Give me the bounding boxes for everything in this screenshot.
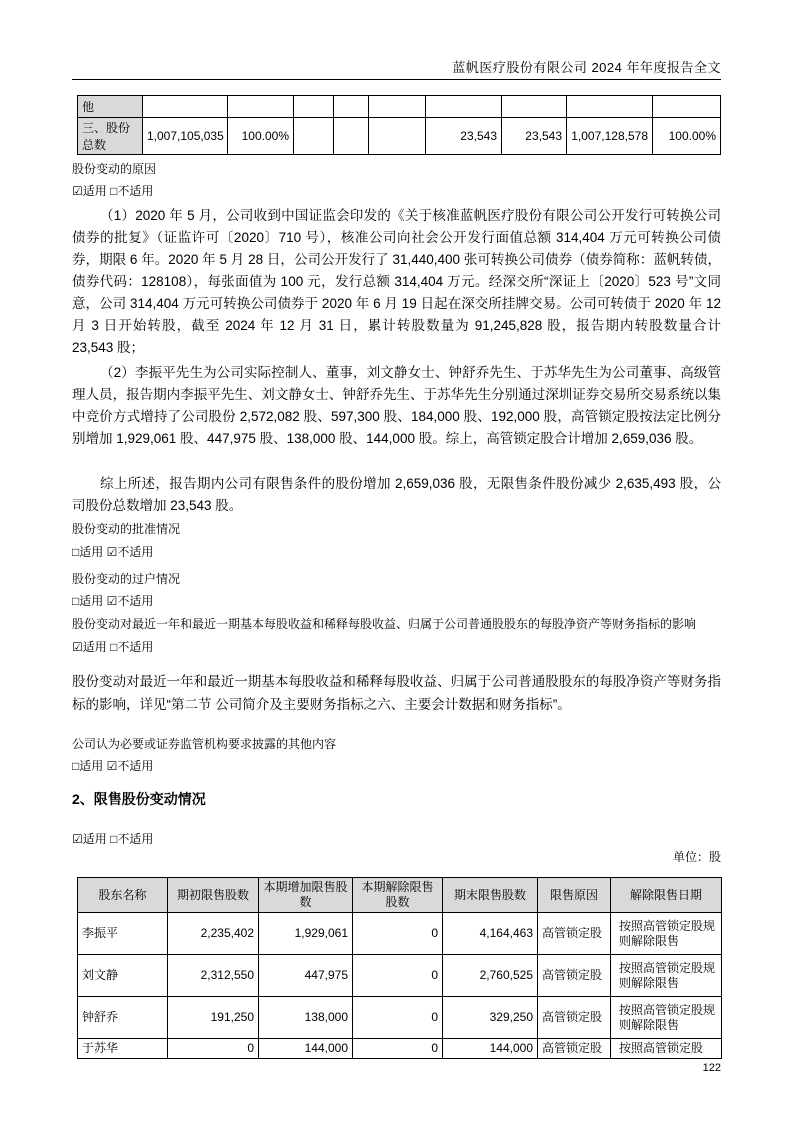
col-header: 股东名称 [78, 878, 168, 913]
row-label: 他 [78, 96, 143, 118]
impact-detail-paragraph: 股份变动对最近一年和最近一期基本每股收益和稀释每股收益、归属于公司普通股股东的每股净资产等财务指标的影响，详见“第二节 公司简介及主要财务指标之六、主要会计数据和财务指标”。 [72, 674, 721, 712]
table-row: 刘文静 2,312,550 447,975 0 2,760,525 高管锁定股 按照高管锁定股规则解除限售 [78, 955, 722, 997]
col-header: 期末限售股数 [443, 878, 538, 913]
section-heading-restricted-shares: 2、限售股份变动情况 [72, 791, 206, 807]
row-label: 三、股份总数 [78, 118, 143, 155]
col-header: 限售原因 [538, 878, 611, 913]
table-row [78, 96, 721, 118]
paragraph-executive-lockup: （2）李振平先生为公司实际控制人、董事，刘文静女士、钟舒乔先生、于苏华先生为公司董事、高级管理人员，报告期内李振平先生、刘文静女士、钟舒乔先生、于苏华先生分别通过深圳证券交易所交易系统以集中竞价方式增持了公司股份 2,572,082 股、597,300 股、184,000 股、192,000 股，高管锁定股按法定比例分别增加 1,929,061 股、447,975 股、138,000 股、144,000 股。综上，高管锁定股合计增加 2,659,036 股。 [72, 365, 721, 446]
reason-checkboxes: ☑适用 □不适用 [72, 184, 154, 198]
col-header: 本期增加限售股数 [259, 878, 353, 913]
paragraph-summary: 综上所述，报告期内公司有限售条件的股份增加 2,659,036 股，无限售条件股份减少 2,635,493 股，公司股份总数增加 23,543 股。 [72, 476, 721, 513]
table-row: 于苏华 0 144,000 0 144,000 高管锁定股 按照高管锁定股 [78, 1039, 722, 1059]
page-header-title: 蓝帆医疗股份有限公司 2024 年年度报告全文 [452, 60, 721, 75]
impact-label: 股份变动对最近一年和最近一期基本每股收益和稀释每股收益、归属于公司普通股股东的每股净资产等财务指标的影响 [72, 617, 697, 631]
table-row: 三、股份总数 1,007,105,035 100.00% 23,543 23,543 1,007,128,578 100.00% [78, 118, 721, 155]
approval-label: 股份变动的批准情况 [72, 522, 181, 536]
col-header: 解除限售日期 [611, 878, 722, 913]
share-change-summary-table [77, 95, 721, 155]
header-divider [72, 79, 721, 80]
paragraph-convertible-bonds: （1）2020 年 5 月，公司收到中国证监会印发的《关于核准蓝帆医疗股份有限公司公开发行可转换公司债券的批复》（证监许可〔2020〕710 号），核准公司向社会公开发行面值总额 314,404 万元可转换公司债券，期限 6 年。2020 年 5 月 28 日，公司公开发行了 31,440,400 张可转换公司债券（债券简称：蓝帆转债，债券代码：128108），每张面值为 100 元，发行总额 314,404 万元。经深交所“深证上〔2020〕523 号”文同意，公司 314,404 万元可转换公司债券于 2020 年 6 月 19 日起在深交所挂牌交易。公司可转债于 2020 年 12 月 3 日开始转股，截至 2024 年 12 月 31 日，累计转股数量为 91,245,828 股，报告期内转股数量合计 23,543 股； [72, 208, 721, 355]
table-row: 钟舒乔 191,250 138,000 0 329,250 高管锁定股 按照高管锁定股规则解除限售 [78, 997, 722, 1039]
unit-note: 单位：股 [672, 850, 721, 864]
transfer-checkboxes: □适用 ☑不适用 [72, 594, 154, 608]
other-disclosure-checkboxes: □适用 ☑不适用 [72, 759, 154, 773]
col-header: 本期解除限售股数 [353, 878, 443, 913]
col-header: 期初限售股数 [168, 878, 259, 913]
other-disclosure-label: 公司认为必要或证券监管机构要求披露的其他内容 [72, 737, 337, 751]
transfer-label: 股份变动的过户情况 [72, 572, 181, 586]
table-header-row [78, 878, 722, 913]
impact-checkboxes: ☑适用 □不适用 [72, 640, 154, 654]
table-row: 李振平 2,235,402 1,929,061 0 4,164,463 高管锁定股 按照高管锁定股规则解除限售 [78, 913, 722, 955]
approval-checkboxes: □适用 ☑不适用 [72, 545, 154, 559]
reason-label: 股份变动的原因 [72, 162, 157, 176]
restricted-section-checkboxes: ☑适用 □不适用 [72, 832, 154, 846]
restricted-shares-table [77, 877, 722, 1059]
page-number: 122 [702, 1062, 721, 1074]
